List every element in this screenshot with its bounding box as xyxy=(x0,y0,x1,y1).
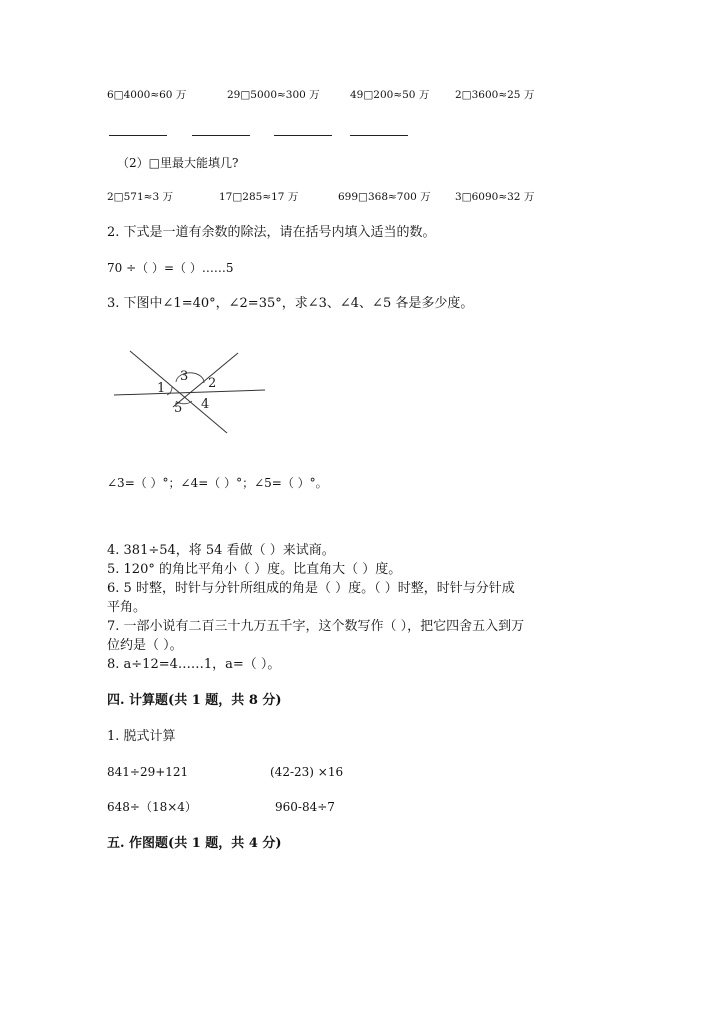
answer-blank[interactable] xyxy=(350,135,408,136)
figure-label-5: 5 xyxy=(174,401,183,416)
calc-item-2: (42-23) ×16 xyxy=(270,765,344,779)
figure-label-4: 4 xyxy=(201,397,210,412)
q6-line1: 6. 5 时整，时针与分针所组成的角是（ ）度。（ ）时整，时针与分针成 xyxy=(107,581,515,596)
q1b-item-2: 17□285≈17 万 xyxy=(219,191,299,203)
q6-line2: 平角。 xyxy=(107,600,147,615)
q1b-item-1: 2□571≈3 万 xyxy=(107,191,173,203)
q1-item-4: 2□3600≈25 万 xyxy=(455,89,535,101)
q1-item-3: 49□200≈50 万 xyxy=(350,89,430,101)
q2-expression: 70 ÷（ ）=（ ）……5 xyxy=(107,261,234,275)
angle-figure xyxy=(100,335,270,445)
q7-line2: 位约是（ ）。 xyxy=(107,638,183,653)
section5-title: 五. 作图题(共 1 题，共 4 分) xyxy=(107,836,282,851)
calc-title: 1. 脱式计算 xyxy=(107,729,176,744)
q7-line1: 7. 一部小说有二百三十九万五千字，这个数写作（ ），把它四舍五入到万 xyxy=(107,619,525,634)
figure-label-3: 3 xyxy=(180,369,189,384)
figure-label-2: 2 xyxy=(208,376,217,391)
q1-item-2: 29□5000≈300 万 xyxy=(227,89,320,101)
q4-text: 4. 381÷54，将 54 看做（ ）来试商。 xyxy=(107,543,335,558)
figure-label-1: 1 xyxy=(157,381,166,396)
q2-title: 2. 下式是一道有余数的除法，请在括号内填入适当的数。 xyxy=(107,225,436,240)
q1-item-1: 6□4000≈60 万 xyxy=(107,89,187,101)
calc-item-3: 648÷（18×4） xyxy=(107,800,197,814)
q3-answers: ∠3=（ ）°；∠4=（ ）°；∠5=（ ）°。 xyxy=(107,476,328,490)
calc-item-4: 960-84÷7 xyxy=(275,800,335,814)
section4-title: 四. 计算题(共 1 题，共 8 分) xyxy=(107,693,282,708)
answer-blank[interactable] xyxy=(192,135,250,136)
q1-part2-title: （2）□里最大能填几? xyxy=(117,156,239,170)
answer-blank[interactable] xyxy=(109,135,167,136)
q1b-item-4: 3□6090≈32 万 xyxy=(455,191,535,203)
q3-title: 3. 下图中∠1=40°，∠2=35°，求∠3、∠4、∠5 各是多少度。 xyxy=(107,296,474,311)
q8-text: 8. a÷12=4……1，a=（ ）。 xyxy=(107,657,281,672)
calc-item-1: 841÷29+121 xyxy=(107,765,189,779)
answer-blank[interactable] xyxy=(274,135,332,136)
q1b-item-3: 699□368≈700 万 xyxy=(338,191,431,203)
q5-text: 5. 120° 的角比平角小（ ）度。比直角大（ ）度。 xyxy=(107,562,402,577)
